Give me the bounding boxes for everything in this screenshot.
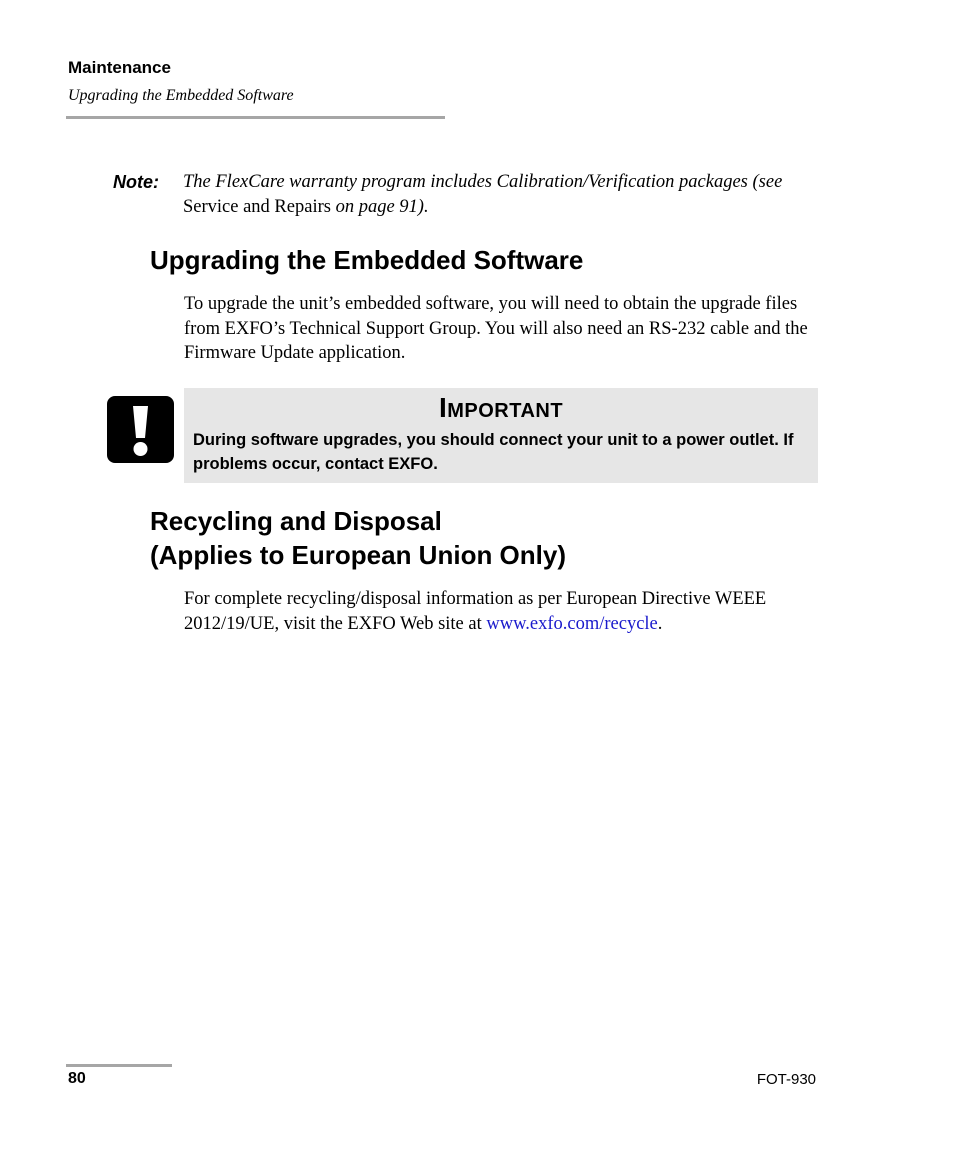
note-text-after: on page 91). <box>330 197 429 217</box>
important-text: During software upgrades, you should connect your unit to a power outlet. If problems occur, contact EXFO. <box>193 431 794 473</box>
upgrade-heading: Upgrading the Embedded Software <box>150 245 584 275</box>
note <box>113 170 823 220</box>
note-text <box>183 170 823 220</box>
note-label: Note: <box>113 172 159 192</box>
header-divider <box>66 116 445 119</box>
chapter-title: Maintenance <box>68 58 171 77</box>
recycling-text-after: . <box>657 613 663 634</box>
recycling-heading <box>150 504 566 572</box>
running-head <box>68 58 294 106</box>
recycling-heading-line2: (Applies to European Union Only) <box>150 540 566 570</box>
note-text-before: The FlexCare warranty program includes Calibration/Verification packages (see <box>183 172 783 192</box>
recycling-heading-line1: Recycling and Disposal <box>150 506 442 536</box>
recycle-link[interactable]: www.exfo.com/recycle <box>486 613 658 634</box>
section-title: Upgrading the Embedded Software <box>68 87 294 104</box>
important-title: Important <box>438 392 564 423</box>
note-reference[interactable]: Service and Repairs <box>183 197 331 217</box>
product-name: FOT-930 <box>756 1071 816 1088</box>
exclamation-icon <box>107 396 174 463</box>
page-number: 80 <box>68 1070 86 1087</box>
recycling-text-before: For complete recycling/disposal information as per European Directive WEEE 2012/19/UE, visit the EXFO Web site at <box>184 589 767 634</box>
important-callout <box>184 388 818 483</box>
upgrade-paragraph: To upgrade the unit’s embedded software, you will need to obtain the upgrade files from EXFO’s Technical Support Group. You will also need an RS-232 cable and the Firmware Update application. <box>184 294 808 363</box>
footer-divider <box>66 1064 172 1067</box>
recycling-paragraph <box>184 587 824 636</box>
